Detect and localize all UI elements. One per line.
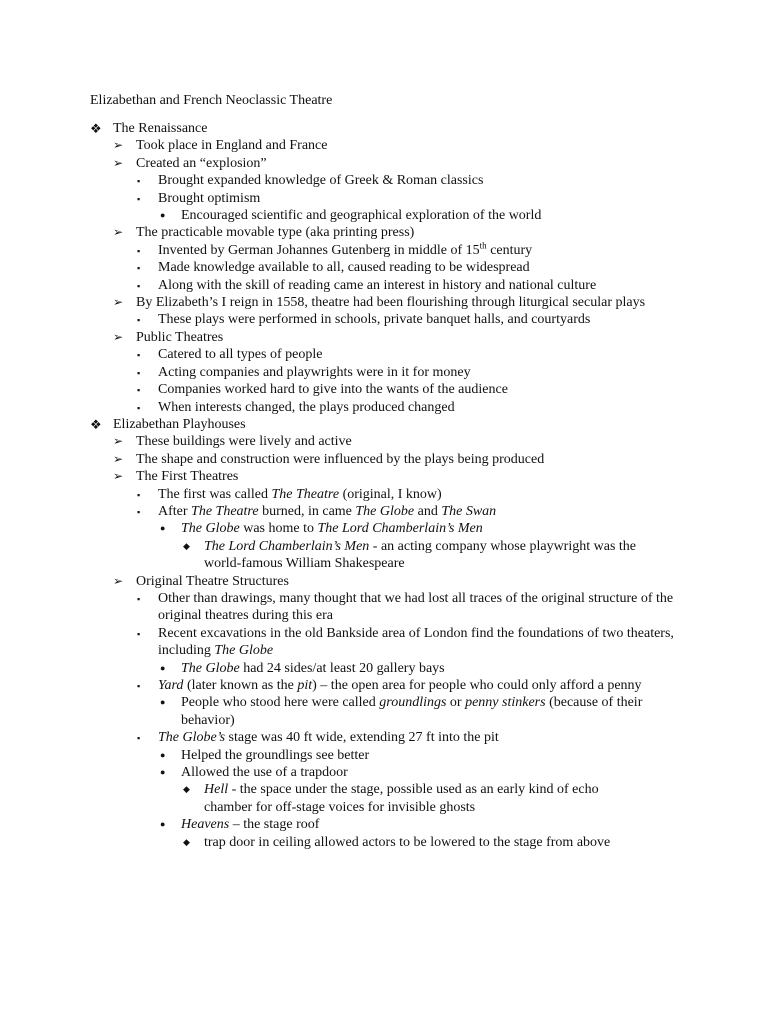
list-item	[0, 677, 768, 694]
list-text: Brought expanded knowledge of Greek & Roman classics	[158, 173, 484, 189]
text-run: stage was 40 ft wide, extending 27 ft into the pit	[225, 730, 499, 746]
small-diamond-bullet-icon: ◆	[183, 836, 190, 847]
list-text	[158, 242, 678, 259]
square-bullet-icon: ▪	[137, 176, 141, 187]
text-run: After	[158, 503, 192, 519]
list-item	[0, 137, 768, 154]
dot-bullet-icon: ●	[160, 523, 166, 534]
list-text: Original Theatre Structures	[136, 573, 289, 589]
italic-run: Heavens	[181, 817, 230, 833]
list-text	[204, 781, 644, 816]
list-item	[0, 660, 768, 677]
list-text	[181, 520, 681, 537]
list-item	[0, 694, 768, 729]
list-text: Took place in England and France	[136, 138, 328, 154]
list-item	[0, 451, 768, 468]
list-text: Made knowledge available to all, caused reading to be widespread	[158, 260, 530, 276]
arrow-bullet-icon: ➢	[113, 434, 124, 449]
square-bullet-icon: ▪	[137, 263, 141, 274]
list-item	[0, 381, 768, 398]
list-item	[0, 625, 768, 660]
list-text: Allowed the use of a trapdoor	[181, 765, 348, 781]
text-run: ) – the open area for people who could only afford a penny	[312, 678, 642, 693]
list-text: The shape and construction were influenced by the plays being produced	[136, 451, 545, 467]
text-run: or	[446, 695, 466, 711]
italic-run: The Globe	[355, 503, 415, 519]
italic-run: The Lord Chamberlain’s Men	[317, 521, 483, 537]
list-text: By Elizabeth’s I reign in 1558, theatre had been flourishing through liturgical secular plays	[136, 295, 646, 311]
italic-run: The Globe	[214, 643, 274, 659]
list-item	[0, 172, 768, 189]
square-bullet-icon: ▪	[137, 315, 141, 326]
italic-run: penny stinkers	[465, 695, 546, 711]
list-item	[0, 120, 768, 137]
text-run: (original, I know)	[339, 486, 442, 502]
square-bullet-icon: ▪	[137, 385, 141, 396]
list-item	[0, 190, 768, 207]
list-item	[0, 834, 768, 851]
square-bullet-icon: ▪	[137, 350, 141, 361]
list-text: The First Theatres	[136, 469, 239, 485]
italic-run: The Lord Chamberlain’s Men	[204, 538, 370, 554]
square-bullet-icon: ▪	[137, 681, 141, 691]
list-item	[0, 573, 768, 590]
text-run: and	[414, 503, 442, 519]
list-text: Acting companies and playwrights were in it for money	[158, 364, 471, 380]
italic-run: The Theatre	[191, 503, 259, 519]
italic-run: groundlings	[379, 695, 447, 711]
text-run: – the stage roof	[229, 817, 320, 833]
text-run: Invented by German Johannes Gutenberg in middle of 15	[158, 242, 480, 258]
arrow-bullet-icon: ➢	[113, 138, 124, 153]
italic-run: Hell	[204, 782, 229, 798]
text-run: People who stood here were called	[181, 695, 380, 711]
list-text: The practicable movable type (aka printing press)	[136, 225, 415, 241]
list-item	[0, 486, 768, 503]
text-run: burned, in came	[258, 503, 356, 519]
square-bullet-icon: ▪	[137, 733, 141, 744]
italic-run: Yard	[158, 678, 184, 693]
list-item	[0, 155, 768, 172]
arrow-bullet-icon: ➢	[113, 295, 124, 310]
text-run: - the space under the stage, possible used as an early kind of echo chamber for off-stage voices for invisible ghosts	[204, 782, 599, 815]
square-bullet-icon: ▪	[137, 245, 141, 256]
list-item	[0, 764, 768, 781]
square-bullet-icon: ▪	[137, 402, 141, 413]
list-item	[0, 781, 768, 816]
list-text: Public Theatres	[136, 329, 224, 345]
square-bullet-icon: ▪	[137, 628, 141, 639]
arrow-bullet-icon: ➢	[113, 225, 124, 240]
italic-run: pit	[297, 678, 313, 693]
small-diamond-bullet-icon: ◆	[183, 784, 190, 795]
list-text	[158, 486, 678, 503]
diamond-bullet-icon: ❖	[90, 121, 102, 136]
list-text: Brought optimism	[158, 190, 261, 206]
italic-run: The Globe	[181, 660, 240, 676]
outline	[0, 120, 768, 851]
text-run: had 24 sides/at least 20 gallery bays	[239, 660, 445, 676]
text-run: was home to	[239, 521, 318, 537]
square-bullet-icon: ▪	[137, 506, 141, 517]
dot-bullet-icon: ●	[160, 749, 166, 760]
italic-run: The Theatre	[271, 486, 340, 502]
list-item	[0, 729, 768, 746]
superscript: th	[479, 240, 487, 251]
list-item	[0, 364, 768, 381]
list-item	[0, 329, 768, 346]
list-item	[0, 747, 768, 764]
list-text	[158, 503, 678, 520]
square-bullet-icon: ▪	[137, 193, 141, 204]
list-text: Other than drawings, many thought that we had lost all traces of the original structure of the original theatres during this era	[158, 590, 674, 624]
list-item	[0, 294, 768, 311]
list-item	[0, 416, 768, 433]
list-item	[0, 433, 768, 450]
italic-run: The Globe’s	[158, 730, 226, 746]
list-text	[158, 729, 678, 746]
list-item	[0, 590, 768, 625]
section-heading: Elizabethan Playhouses	[113, 416, 246, 432]
list-text	[158, 677, 648, 694]
arrow-bullet-icon: ➢	[113, 155, 124, 170]
square-bullet-icon: ▪	[137, 367, 141, 378]
arrow-bullet-icon: ➢	[113, 451, 124, 466]
list-item	[0, 399, 768, 416]
list-text: Catered to all types of people	[158, 347, 323, 363]
text-run: - an acting company whose playwright was the world-famous William Shakespeare	[204, 538, 637, 572]
list-text: Along with the skill of reading came an interest in history and national culture	[158, 277, 597, 293]
text-run: (later known as the	[183, 678, 298, 693]
list-text	[181, 694, 681, 729]
list-text: Created an “explosion”	[136, 155, 267, 171]
dot-bullet-icon: ●	[160, 210, 166, 221]
dot-bullet-icon: ●	[160, 767, 166, 778]
list-item	[0, 520, 768, 537]
list-text: When interests changed, the plays produced changed	[158, 399, 455, 415]
text-run: The first was called	[158, 486, 272, 502]
diamond-bullet-icon: ❖	[90, 416, 102, 432]
square-bullet-icon: ▪	[137, 489, 141, 500]
square-bullet-icon: ▪	[137, 593, 141, 604]
list-text: These plays were performed in schools, private banquet halls, and courtyards	[158, 312, 591, 328]
arrow-bullet-icon: ➢	[113, 573, 124, 588]
list-text	[181, 816, 681, 833]
square-bullet-icon: ▪	[137, 280, 141, 291]
list-item	[0, 242, 768, 259]
dot-bullet-icon: ●	[160, 819, 166, 830]
section-heading: The Renaissance	[113, 121, 208, 136]
list-item	[0, 468, 768, 485]
list-item	[0, 259, 768, 276]
list-item	[0, 538, 768, 573]
list-text	[204, 538, 674, 573]
list-item	[0, 311, 768, 328]
list-text	[158, 625, 678, 660]
document-title: Elizabethan and French Neoclassic Theatre	[90, 93, 333, 108]
list-item	[0, 224, 768, 241]
list-item	[0, 346, 768, 363]
list-item	[0, 503, 768, 520]
list-item	[0, 207, 768, 224]
dot-bullet-icon: ●	[160, 697, 166, 708]
list-text: Encouraged scientific and geographical exploration of the world	[181, 208, 542, 224]
list-text	[181, 660, 681, 677]
list-text: These buildings were lively and active	[136, 434, 352, 450]
arrow-bullet-icon: ➢	[113, 469, 124, 484]
small-diamond-bullet-icon: ◆	[183, 540, 190, 551]
list-text: Helped the groundlings see better	[181, 747, 370, 763]
italic-run: The Swan	[441, 503, 497, 519]
dot-bullet-icon: ●	[160, 662, 166, 673]
italic-run: The Globe	[181, 521, 240, 537]
list-item	[0, 277, 768, 294]
list-item	[0, 816, 768, 833]
text-run: century	[486, 242, 533, 258]
list-text: trap door in ceiling allowed actors to be lowered to the stage from above	[204, 834, 611, 850]
text-run: Recent excavations in the old Bankside area of London find the foundations of two theaters, including	[158, 625, 674, 659]
text-run: (because of their behavior)	[181, 695, 643, 728]
list-text: Companies worked hard to give into the wants of the audience	[158, 382, 508, 398]
arrow-bullet-icon: ➢	[113, 329, 124, 344]
